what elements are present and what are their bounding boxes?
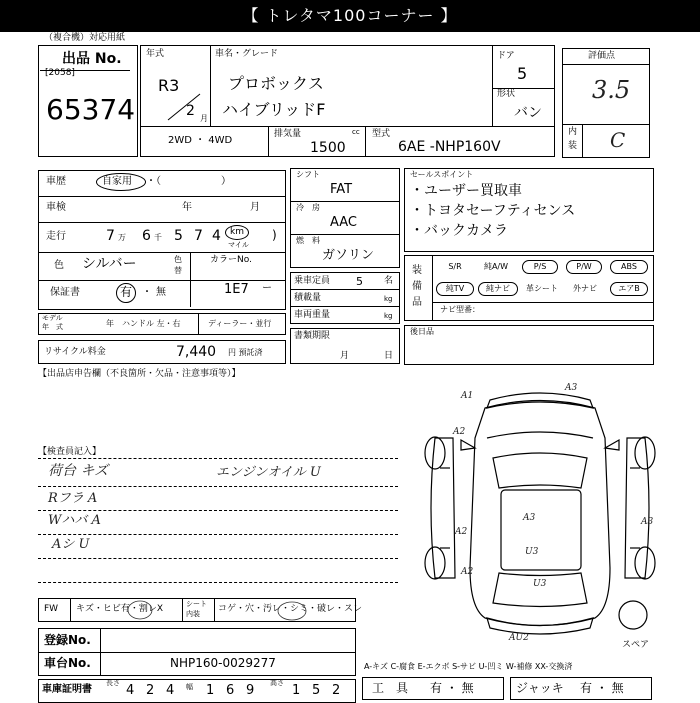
lot-small: [2058] bbox=[45, 68, 75, 78]
color-value: シルバー bbox=[82, 256, 137, 272]
equipment-label-2: 備 bbox=[412, 281, 422, 292]
sales-item-3: ・バックカメラ bbox=[410, 223, 508, 239]
mark-a2-b: A2 bbox=[455, 527, 468, 537]
mileage-d1: 5 bbox=[174, 228, 183, 244]
equip-leather: 革シート bbox=[526, 284, 558, 293]
mark-a2: A2 bbox=[453, 427, 466, 437]
doors-label: ドア bbox=[497, 51, 515, 61]
cert-l3: 4 bbox=[166, 683, 175, 698]
model-year-dealer: ディーラー・並行 bbox=[208, 319, 272, 328]
cert-len-label: 長さ bbox=[106, 679, 120, 687]
doc-period-month: 月 bbox=[340, 351, 350, 361]
mileage-mile: マイル bbox=[228, 241, 249, 249]
equip-navi: 純ナビ bbox=[478, 282, 518, 296]
equip-airbag: エアB bbox=[610, 282, 648, 296]
spare-label: スペア bbox=[622, 640, 650, 650]
capacity-value: 5 bbox=[356, 275, 363, 288]
year-month-unit: 月 bbox=[200, 114, 208, 123]
aircon-value: AAC bbox=[330, 215, 357, 230]
cert-label: 車庫証明書 bbox=[42, 684, 92, 695]
mark-a3-b: A3 bbox=[523, 513, 536, 523]
lot-number: 65374 bbox=[46, 93, 136, 126]
history-label: 車歴 bbox=[46, 176, 66, 187]
sales-item-2: ・トヨタセーフティセンス bbox=[410, 203, 576, 219]
chassis-label: 車台No. bbox=[44, 656, 91, 670]
jack-label: ジャッキ bbox=[516, 681, 564, 695]
load-label: 積載量 bbox=[294, 293, 322, 303]
drive-text: 2WD ・ 4WD bbox=[168, 135, 233, 146]
equip-ps: P/S bbox=[522, 260, 558, 274]
sales-item-1: ・ユーザー買取車 bbox=[410, 183, 522, 199]
model-year-handle: ハンドル 左・右 bbox=[122, 319, 181, 328]
model-year-l1: モデル bbox=[42, 314, 63, 322]
inspection-label: 車検 bbox=[46, 202, 66, 213]
cert-h1: 1 bbox=[292, 683, 301, 698]
year-slash bbox=[160, 92, 205, 122]
tools-value: 有 ・ 無 bbox=[430, 681, 474, 695]
after-parts-label: 後日品 bbox=[410, 327, 434, 336]
model-year-l2: 年 式 bbox=[42, 323, 63, 331]
shift-label: シフト bbox=[296, 170, 320, 179]
equip-sr: S/R bbox=[448, 262, 462, 271]
recycle-unit: 円 預託済 bbox=[228, 348, 263, 357]
doc-period-label: 書類期限 bbox=[294, 331, 331, 341]
year-label: 年式 bbox=[146, 49, 165, 59]
fw-text: キズ・ヒビ有・割レX bbox=[76, 604, 163, 614]
mileage-km: km bbox=[230, 227, 244, 237]
equipment-label-3: 品 bbox=[412, 297, 422, 308]
inspector-line-3: Wハバ A bbox=[48, 513, 101, 528]
model-label: 車名・グレード bbox=[215, 49, 279, 59]
fw-label: FW bbox=[44, 604, 59, 614]
cert-h3: 2 bbox=[332, 683, 341, 698]
inspector-right: エンジンオイル U bbox=[216, 465, 321, 480]
mileage-man: 7 bbox=[106, 228, 115, 244]
doors-value: 5 bbox=[517, 64, 528, 83]
jack-value: 有 ・ 無 bbox=[580, 681, 624, 695]
seller-note: 【出品店申告欄（不良箇所・欠品・注意事項等）】 bbox=[38, 369, 241, 379]
equipment-navi: ナビ型番： bbox=[440, 305, 480, 314]
mark-a2-c: A2 bbox=[461, 567, 474, 577]
weight-label: 車両重量 bbox=[294, 310, 331, 320]
mark-a3: A3 bbox=[565, 383, 578, 393]
cert-w3: 9 bbox=[246, 683, 255, 698]
displacement-value: 1500 bbox=[310, 140, 346, 156]
after-parts-box bbox=[404, 325, 654, 365]
mark-au2: AU2 bbox=[509, 633, 529, 643]
color-no-label: カラーNo. bbox=[210, 255, 252, 265]
fuel-value: ガソリン bbox=[322, 248, 375, 263]
color-no-dash: ー bbox=[262, 283, 272, 294]
fw-scribbles bbox=[110, 598, 350, 624]
shape-label: 形状 bbox=[497, 89, 516, 99]
header-title: 【 トレタマ100コーナー 】 bbox=[242, 6, 458, 25]
color-change-2: 替 bbox=[174, 266, 182, 275]
capacity-unit: 名 bbox=[384, 276, 394, 286]
lot-label: 出品 No. bbox=[62, 51, 122, 67]
interior-value: C bbox=[610, 128, 626, 152]
note-top: （複合機）対応用紙 bbox=[44, 33, 126, 43]
year-month: 2 bbox=[186, 103, 195, 119]
sales-label: セールスポイント bbox=[410, 170, 474, 179]
type-label: 型式 bbox=[372, 129, 391, 139]
year-era: R3 bbox=[158, 76, 180, 95]
load-unit: kg bbox=[384, 295, 393, 303]
color-no-value: 1E7 bbox=[224, 282, 249, 297]
fw-seat-2: 内装 bbox=[186, 610, 200, 618]
mark-u3: U3 bbox=[533, 579, 547, 589]
cert-h2: 5 bbox=[312, 683, 321, 698]
recycle-value: 7,440 bbox=[176, 344, 217, 360]
inspection-month: 月 bbox=[250, 202, 260, 213]
displacement-label: 排気量 bbox=[274, 129, 302, 139]
equip-aw: 純A/W bbox=[483, 262, 509, 271]
fw-seat-1: シート bbox=[186, 600, 207, 608]
color-label: 色 bbox=[54, 260, 64, 271]
chassis-value: NHP160-0029277 bbox=[170, 656, 276, 670]
fw-seat-text: コゲ・穴・汚レ・シミ・破レ・スレ bbox=[218, 604, 363, 614]
equip-pw: P/W bbox=[566, 260, 602, 274]
inspector-line-2: Rフラ A bbox=[48, 491, 98, 506]
mileage-paren: ) bbox=[272, 228, 277, 242]
shape-value: バン bbox=[514, 105, 542, 121]
score-label: 評価点 bbox=[588, 51, 616, 61]
cert-l1: 4 bbox=[126, 683, 135, 698]
warranty-label: 保証書 bbox=[50, 287, 80, 298]
capacity-label: 乗車定員 bbox=[294, 276, 331, 286]
inspector-line-1: 荷台 キズ bbox=[48, 463, 109, 479]
inspector-line-4: Aシ U bbox=[52, 537, 90, 552]
history-value: 自家用 bbox=[102, 176, 132, 187]
score-value: 3.5 bbox=[592, 76, 631, 104]
fuel-label: 燃 料 bbox=[296, 236, 320, 245]
mark-a3-c: A3 bbox=[641, 517, 654, 527]
doc-period-day: 日 bbox=[384, 351, 394, 361]
weight-unit: kg bbox=[384, 312, 393, 320]
equip-ext-navi: 外ナビ bbox=[573, 284, 597, 293]
model-grade: ハイブリッドF bbox=[222, 100, 326, 119]
history-rest: ・（ ） bbox=[146, 176, 231, 187]
equip-abs: ABS bbox=[610, 260, 648, 274]
cert-h-label: 高さ bbox=[270, 679, 284, 687]
car-diagram bbox=[405, 378, 675, 643]
equipment-label-1: 装 bbox=[412, 265, 422, 276]
aircon-label: 冷 房 bbox=[296, 203, 320, 212]
inspection-year: 年 bbox=[182, 202, 192, 213]
tools-label: 工 具 bbox=[372, 681, 409, 695]
mileage-label: 走行 bbox=[46, 231, 66, 242]
inspector-label: 【検査員記入】 bbox=[38, 447, 102, 457]
mileage-d3: 4 bbox=[212, 228, 221, 244]
shift-value: FAT bbox=[330, 182, 353, 197]
cert-l2: 2 bbox=[146, 683, 155, 698]
mileage-sen: 6 bbox=[142, 228, 151, 244]
interior-label-1: 内 bbox=[568, 127, 578, 137]
warranty-yes: 有 bbox=[120, 285, 133, 299]
mark-u3-b: U3 bbox=[525, 547, 539, 557]
mileage-sen-unit: 千 bbox=[154, 233, 162, 242]
color-change-1: 色 bbox=[174, 255, 182, 264]
cert-w-label: 幅 bbox=[186, 683, 193, 691]
model-name: プロボックス bbox=[228, 74, 324, 93]
mileage-d2: 7 bbox=[194, 228, 203, 244]
legend: A-キズ C-腐食 E-エクボ S-サビ U-凹ミ W-補修 XX-交換済 bbox=[364, 662, 573, 671]
mark-a1: A1 bbox=[461, 391, 474, 401]
registration-label: 登録No. bbox=[44, 633, 91, 647]
displacement-unit: cc bbox=[352, 128, 360, 136]
cert-w1: 1 bbox=[206, 683, 215, 698]
mileage-man-unit: 万 bbox=[118, 233, 126, 242]
interior-label-2: 装 bbox=[568, 141, 578, 151]
model-year-year: 年 bbox=[106, 319, 114, 328]
type-value: 6AE -NHP160V bbox=[398, 139, 501, 155]
equip-tv: 純TV bbox=[436, 282, 474, 296]
cert-w2: 6 bbox=[226, 683, 235, 698]
warranty-no: 無 bbox=[156, 287, 166, 298]
warranty-sep: ・ bbox=[142, 287, 152, 298]
recycle-label: リサイクル料金 bbox=[44, 347, 106, 357]
